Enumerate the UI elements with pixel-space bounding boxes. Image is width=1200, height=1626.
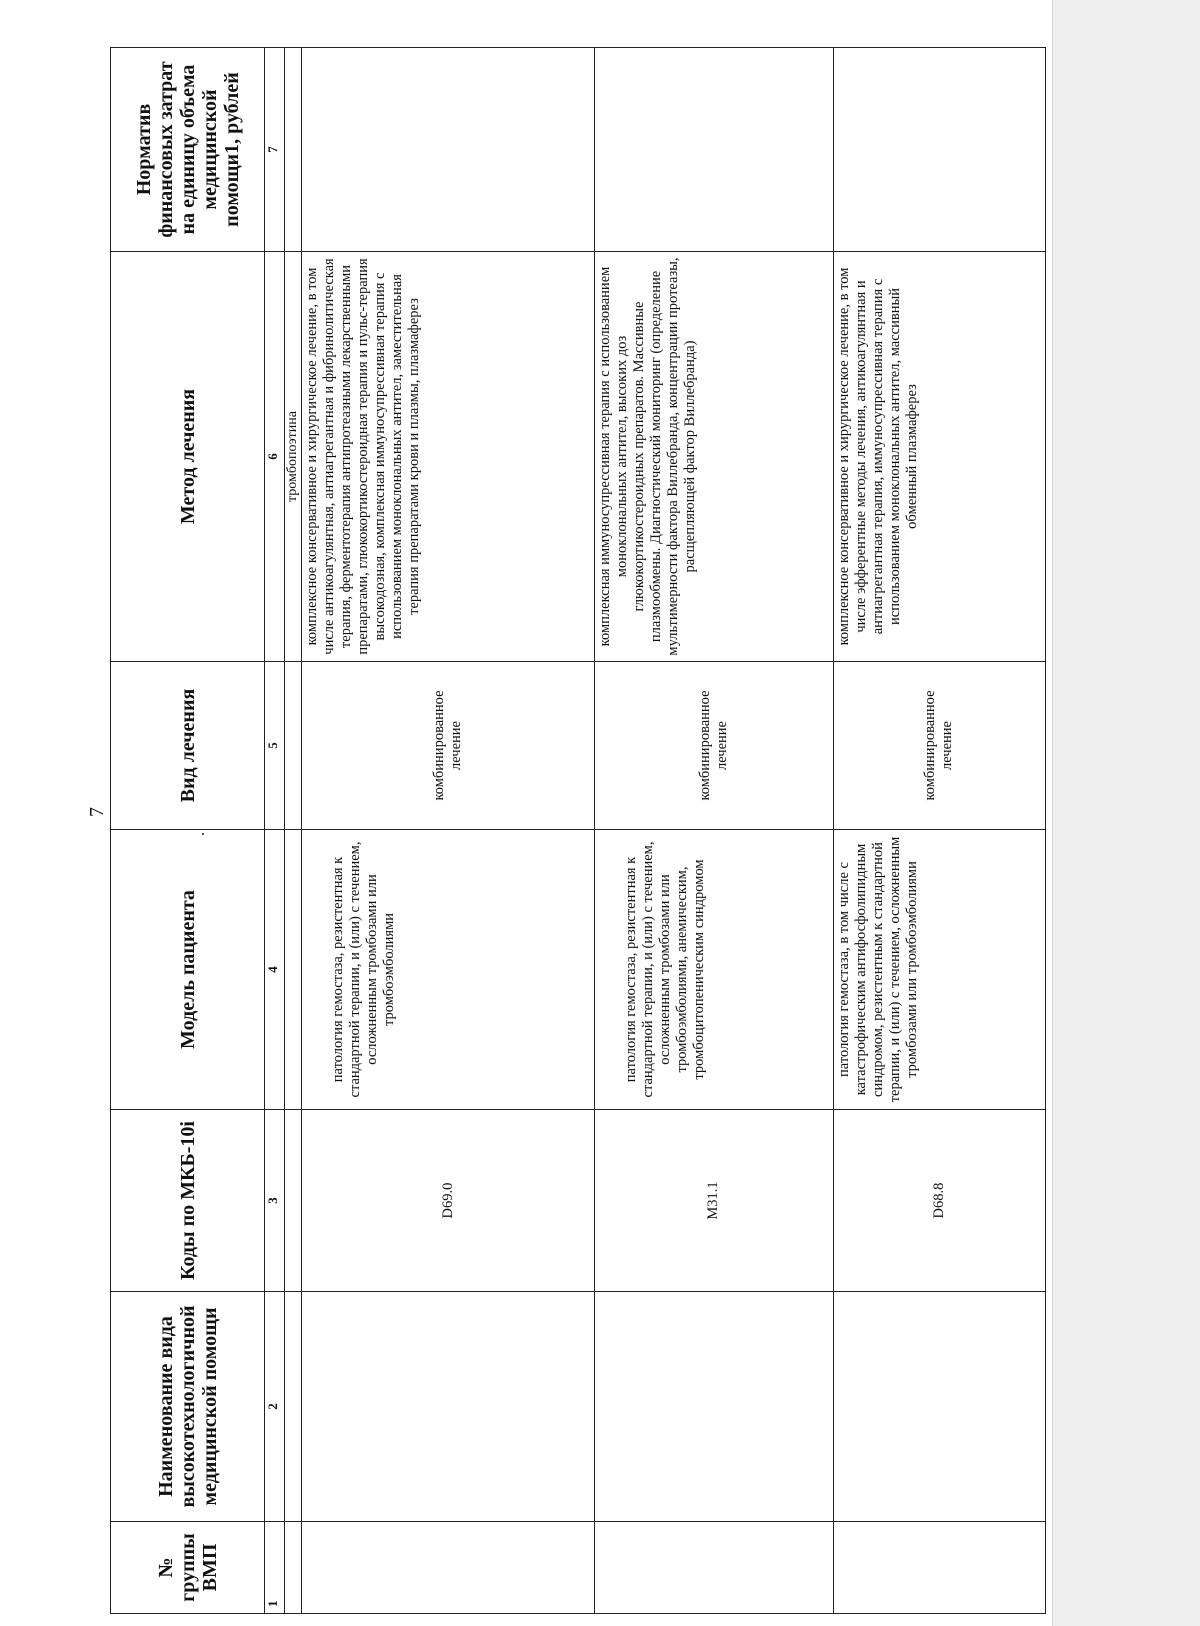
continuation-text: тромбопоэтина (284, 252, 302, 662)
header-patient-model: Модель пациента (111, 830, 265, 1110)
column-number-2: 2 (265, 1292, 285, 1522)
continuation-row (284, 48, 302, 1614)
vmp-table (110, 47, 1046, 1614)
column-number-3: 3 (265, 1110, 285, 1292)
table-row (302, 48, 595, 1614)
treatment-method: комплексное консервативное и хирургическое лечение, в том числе эфферентные методы лечения, антикоагулянтная и антиагрегантная терапия, иммуносупрессивная терапия с использованием моноклональных антител, массивный обменный плазмаферез (833, 252, 1045, 662)
icd-code: D68.8 (833, 1110, 1045, 1292)
icd-code: D69.0 (302, 1110, 595, 1292)
table-row (595, 48, 834, 1614)
treatment-type: комбинированное лечение (302, 662, 595, 830)
treatment-method: комплексное консервативное и хирургическое лечение, в том числе антикоагулянтная, антиагрегантная и фибринолитическая терапия, ферментотерапия антипротеазными лекарственными препаратами, глюкокортикостероидная терапия и пульс-терапия высокодозная, комплексная иммуносупрессивная терапия с использованием моноклональных антител, заместительная терапия препаратами крови и плазмы, плазмаферез (302, 252, 595, 662)
table-row (833, 48, 1045, 1614)
icd-code: M31.1 (595, 1110, 834, 1292)
header-vmp-name: Наименование вида высокотехнологичной медицинской помощи (111, 1292, 265, 1522)
scan-margin-band (1052, 0, 1200, 1626)
patient-model: патология гемостаза, резистентная к стандартной терапии, и (или) с течением, осложненным тромбозами или тромбоэмболиями (302, 830, 595, 1110)
header-group-number: № группы ВМП (111, 1522, 265, 1614)
header-treatment-type: Вид лечения (111, 662, 265, 830)
column-number-6: 6 (265, 252, 285, 662)
column-number-1: 1 (265, 1522, 285, 1614)
treatment-type: комбинированное лечение (595, 662, 834, 830)
column-number-row (265, 48, 285, 1614)
treatment-type: комбинированное лечение (833, 662, 1045, 830)
patient-model: патология гемостаза, в том числе с катастрофическим антифосфолипидным синдромом, резистентным к стандартной терапии, и (или) с течением, осложненным тромбозами или тромбоэмболиями (833, 830, 1045, 1110)
page-number: 7 (86, 807, 108, 817)
rotated-table-container (110, 48, 1046, 1614)
treatment-method: комплексная иммуносупрессивная терапия с использованием моноклональных антител, высоких доз глюкокортикостероидных препаратов. Массивные плазмообмены. Диагностический мониторинг (определение мультимерности фактора Виллебранда, концентрации протеазы, расщепляющей фактор Виллебранда) (595, 252, 834, 662)
column-number-7: 7 (265, 48, 285, 252)
column-number-4: 4 (265, 830, 285, 1110)
header-treatment-method: Метод лечения (111, 252, 265, 662)
header-icd-codes: Коды по МКБ-10i (111, 1110, 265, 1292)
column-number-5: 5 (265, 662, 285, 830)
header-cost-standard: Норматив финансовых затрат на единицу объема медицинской помощи1, рублей (111, 48, 265, 252)
header-row (111, 48, 265, 1614)
patient-model: патология гемостаза, резистентная к стандартной терапии, и (или) с течением, осложненным тромбозами или тромбоэмболиями, анемическим, тромбоцитопеническим синдромом (595, 830, 834, 1110)
